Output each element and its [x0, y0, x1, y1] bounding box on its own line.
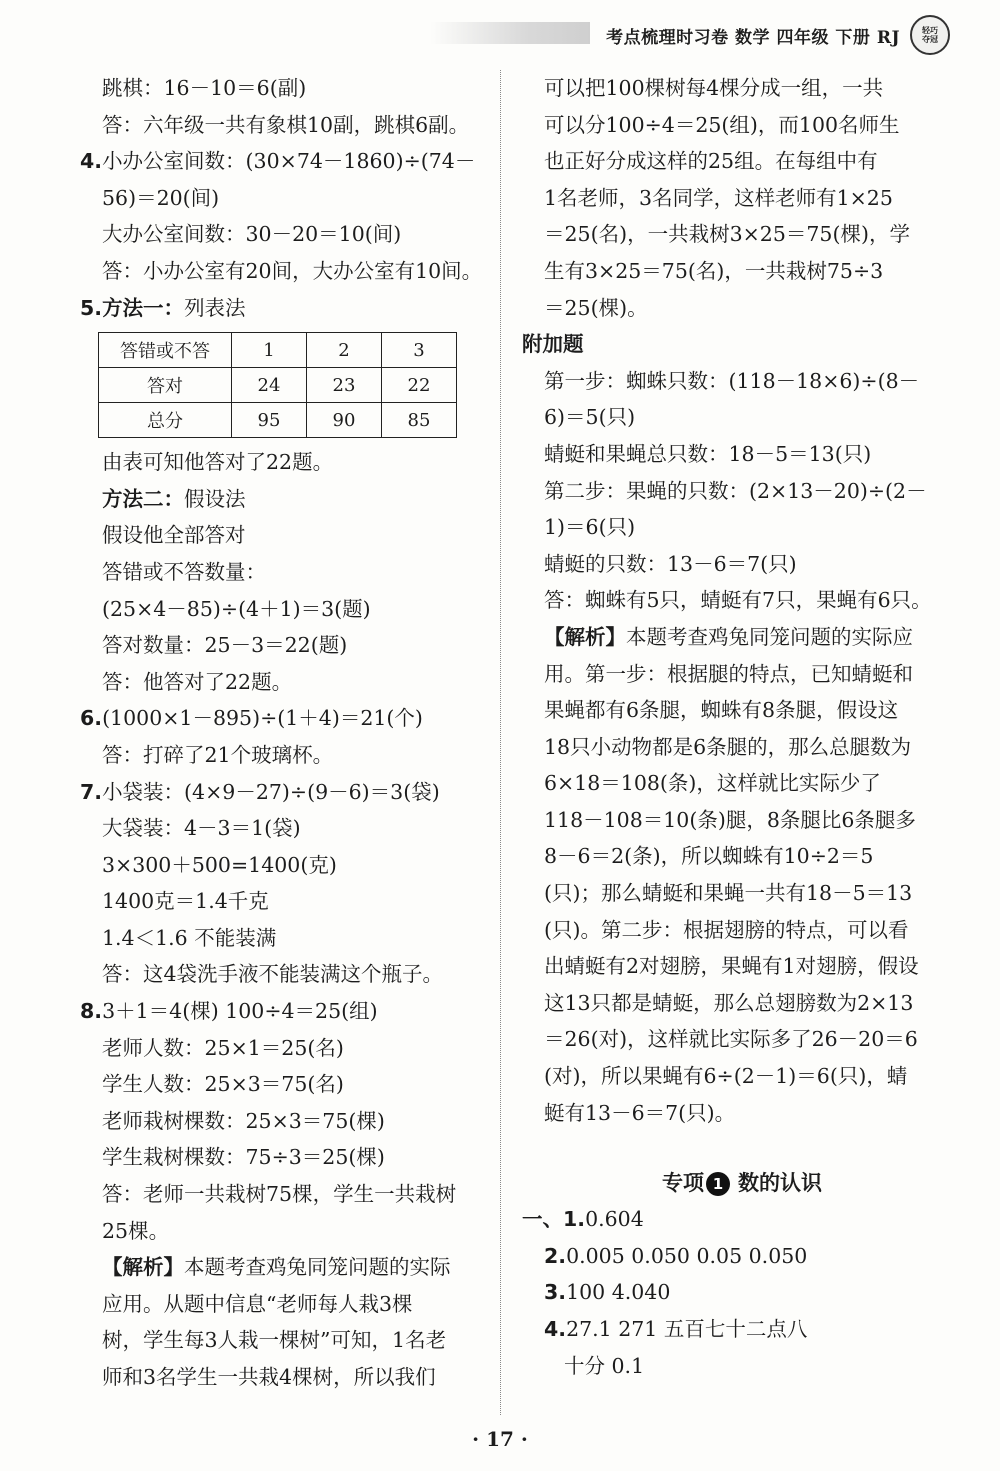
analysis-line: 可以把100棵树每4棵分成一组，一共	[544, 76, 884, 100]
question-number: 4.	[544, 1317, 567, 1341]
method-label: 方法一：	[102, 295, 185, 320]
right-column	[522, 70, 962, 1384]
answer-line: 25棵。	[102, 1218, 170, 1243]
answer-line: 答：他答对了22题。	[102, 669, 293, 694]
question-number: 一、1.	[522, 1207, 586, 1232]
analysis-line: 这13只都是蜻蜓，那么总翅膀数为2×13	[544, 990, 914, 1015]
analysis-tag: 【解析】	[544, 624, 626, 649]
answer-line: 跳棋：16－10＝6(副)	[102, 76, 307, 100]
analysis-line: 应用。从题中信息“老师每人栽3棵	[102, 1291, 413, 1316]
table-cell: 95	[232, 403, 307, 438]
table-row	[99, 403, 457, 438]
column-divider	[500, 70, 501, 1415]
question-6	[80, 700, 480, 737]
analysis-line: 出蜻蜓有2对翅膀，果蝇有1对翅膀，假设	[544, 954, 919, 979]
section-number-badge: 1	[706, 1172, 730, 1196]
table-cell: 答错或不答	[99, 333, 232, 368]
left-column	[80, 70, 483, 1396]
analysis-line: 生有3×25＝75(名)，一共栽树75÷3	[544, 258, 884, 283]
analysis-line: 用。第一步：根据腿的特点，已知蜻蜓和	[544, 661, 913, 686]
page-header	[606, 18, 950, 52]
answer-item	[522, 1238, 962, 1275]
analysis-line: 118－108＝10(条)腿，8条腿比6条腿多	[544, 807, 916, 832]
answer-line: (25×4－85)÷(4＋1)＝3(题)	[102, 596, 371, 621]
analysis-text: 本题考查鸡兔同笼问题的实际应	[626, 624, 913, 649]
answer-line: 1)＝6(只)	[544, 515, 636, 540]
section-title-text: 数的认识	[738, 1171, 822, 1196]
answer-line: 答对数量：25－3＝22(题)	[102, 633, 348, 658]
question-number: 5.	[80, 295, 103, 320]
answer-item	[522, 1274, 962, 1311]
table-cell: 1	[232, 333, 307, 368]
analysis-line: 蜓有13－6＝7(只)。	[544, 1100, 736, 1125]
method-line	[80, 481, 480, 518]
analysis-text: 本题考查鸡兔同笼问题的实际	[184, 1255, 451, 1280]
answer-line: 3×300＋500=1400(克)	[102, 852, 337, 877]
answer-line: 第二步：果蝇的只数：(2×13－20)÷(2－	[544, 478, 927, 503]
answer-line: 1400克＝1.4千克	[102, 889, 269, 914]
answer-line: 学生人数：25×3＝75(名)	[102, 1072, 344, 1097]
question-4	[80, 143, 480, 180]
answer-line: 答：打碎了21个玻璃杯。	[102, 742, 334, 767]
analysis-line: 师和3名学生一共栽4棵树，所以我们	[102, 1365, 436, 1389]
analysis-line	[522, 619, 962, 656]
table-row	[99, 368, 457, 403]
answer-line: 大办公室间数：30－20＝10(间)	[102, 222, 402, 247]
badge-label: 轻巧夺冠	[922, 25, 938, 44]
analysis-line: 8－6＝2(条)，所以蜘蛛有10÷2＝5	[544, 844, 874, 869]
answer-text: 小袋装：(4×9－27)÷(9－6)＝3(袋)	[102, 779, 440, 804]
answer-line: 老师人数：25×1＝25(名)	[102, 1035, 344, 1060]
answer-text: 3＋1＝4(棵) 100÷4＝25(组)	[102, 999, 378, 1024]
analysis-line: 可以分100÷4＝25(组)，而100名师生	[544, 112, 900, 137]
analysis-line: ＝25(名)，一共栽树3×25＝75(棵)，学	[544, 222, 910, 247]
answer-text: (1000×1－895)÷(1＋4)＝21(个)	[102, 706, 423, 731]
answer-line: 6)＝5(只)	[544, 405, 636, 430]
method-text: 列表法	[184, 295, 246, 320]
question-number: 7.	[80, 779, 103, 804]
table-cell: 24	[232, 368, 307, 403]
answer-item	[522, 1201, 962, 1238]
answer-text: 0.604	[585, 1207, 644, 1232]
page-number: · 17 ·	[472, 1427, 528, 1451]
question-number: 3.	[544, 1280, 567, 1305]
answer-line: 蜻蜓的只数：13－6＝7(只)	[544, 551, 797, 576]
section-prefix: 专项	[662, 1171, 704, 1196]
question-number: 6.	[80, 706, 103, 731]
extra-question-title: 附加题	[522, 332, 584, 357]
analysis-line: 树，学生每3人栽一棵树”可知，1名老	[102, 1328, 447, 1353]
table-row	[99, 333, 457, 368]
analysis-line: (对)，所以果蝇有6÷(2－1)＝6(只)，蜻	[544, 1064, 908, 1089]
answer-item	[522, 1311, 962, 1348]
table-cell: 3	[382, 333, 457, 368]
answer-line: 答：六年级一共有象棋10副，跳棋6副。	[102, 112, 470, 137]
table-cell: 2	[307, 333, 382, 368]
analysis-line: 6×18＝108(条)，这样就比实际少了	[544, 771, 881, 796]
answer-line: 1.4＜1.6 不能装满	[102, 925, 277, 950]
section-heading	[522, 1165, 962, 1201]
table-cell: 85	[382, 403, 457, 438]
analysis-line: (只)。第二步：根据翅膀的特点，可以看	[544, 917, 909, 942]
answer-text: 0.005 0.050 0.05 0.050	[566, 1243, 808, 1268]
method-label: 方法二：	[102, 486, 184, 511]
analysis-tag: 【解析】	[102, 1255, 184, 1280]
brand-badge-icon	[910, 15, 950, 55]
analysis-line: 18只小动物都是6条腿的，那么总腿数为	[544, 734, 912, 759]
analysis-line: ＝26(对)，这样就比实际多了26－20＝6	[544, 1027, 918, 1052]
answer-text: 小办公室间数：(30×74－1860)÷(74－	[102, 149, 476, 174]
answer-line: 大袋装：4－3＝1(袋)	[102, 816, 301, 841]
method-text: 假设法	[184, 486, 246, 511]
answer-line: 假设他全部答对	[102, 523, 246, 548]
answer-line: 答：小办公室有20间，大办公室有10间。	[102, 258, 483, 283]
analysis-line: 果蝇都有6条腿，蜘蛛有8条腿，假设这	[544, 698, 899, 723]
answer-line: 56)＝20(间)	[102, 185, 220, 210]
question-number: 4.	[80, 149, 103, 174]
analysis-line: ＝25(棵)。	[544, 295, 648, 320]
question-5	[80, 290, 480, 327]
answer-line: 十分 0.1	[564, 1353, 645, 1378]
table-cell: 23	[307, 368, 382, 403]
answer-line: 老师栽树棵数：25×3＝75(棵)	[102, 1108, 385, 1133]
analysis-line: 1名老师，3名同学，这样老师有1×25	[544, 185, 893, 210]
analysis-line: 也正好分成这样的25组。在每组中有	[544, 149, 878, 174]
answer-line: 答错或不答数量：	[102, 559, 266, 584]
answer-text: 100 4.040	[566, 1280, 671, 1305]
question-number: 8.	[80, 999, 103, 1024]
answer-line: 答：蜘蛛有5只，蜻蜓有7只，果蝇有6只。	[544, 588, 932, 613]
table-cell: 22	[382, 368, 457, 403]
analysis-line: (只)；那么蜻蜓和果蝇一共有18－5＝13	[544, 881, 913, 906]
answer-line: 由表可知他答对了22题。	[102, 450, 334, 475]
answer-line: 蜻蜓和果蝇总只数：18－5＝13(只)	[544, 441, 872, 466]
answer-line: 学生栽树棵数：75÷3＝25(棵)	[102, 1145, 385, 1170]
analysis-line	[80, 1249, 480, 1286]
table-cell: 总分	[99, 403, 232, 438]
question-7	[80, 774, 480, 811]
header-title: 考点梳理时习卷 数学 四年级 下册 RJ	[606, 27, 900, 48]
table-cell: 90	[307, 403, 382, 438]
answer-table	[98, 332, 457, 438]
question-8	[80, 993, 480, 1030]
answer-line: 答：老师一共栽树75棵，学生一共栽树	[102, 1182, 457, 1207]
header-decoration	[430, 22, 590, 44]
question-number: 2.	[544, 1243, 567, 1268]
answer-text: 27.1 271 五百七十二点八	[566, 1317, 808, 1341]
answer-line: 答：这4袋洗手液不能装满这个瓶子。	[102, 962, 444, 987]
answer-line: 第一步：蜘蛛只数：(118－18×6)÷(8－	[544, 368, 920, 393]
table-cell: 答对	[99, 368, 232, 403]
